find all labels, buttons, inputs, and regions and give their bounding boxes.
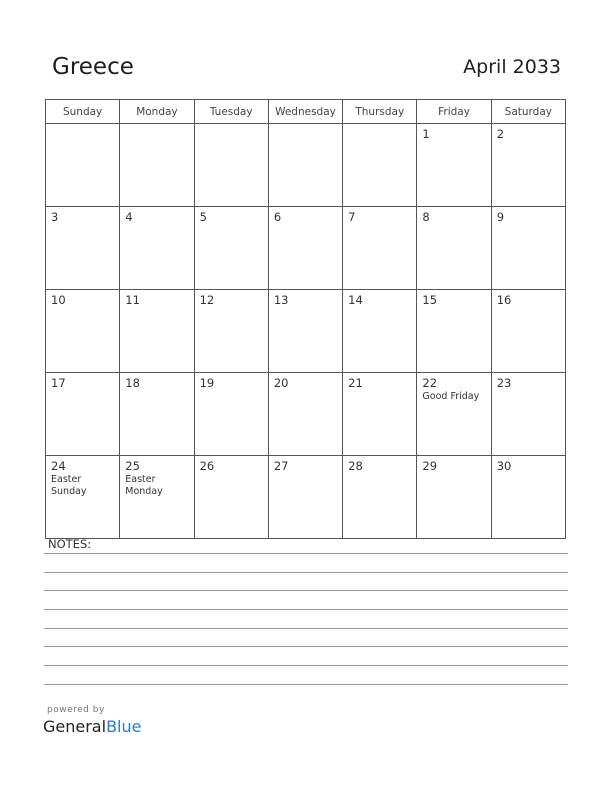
note-line — [44, 572, 568, 573]
week-row — [46, 290, 566, 373]
powered-by-text: powered by — [47, 705, 105, 715]
day-number: 10 — [51, 293, 66, 307]
day-cell — [417, 373, 491, 456]
day-cell — [46, 456, 120, 539]
week-row — [46, 456, 566, 539]
day-cell — [343, 124, 417, 207]
day-number: 4 — [125, 210, 133, 224]
day-cell — [46, 124, 120, 207]
day-number: 27 — [273, 459, 289, 473]
day-number: 9 — [496, 210, 505, 224]
day-number: 13 — [273, 293, 289, 307]
day-cell — [268, 124, 342, 207]
week-row — [46, 124, 566, 207]
day-cell — [268, 456, 342, 539]
month-title: April 2033 — [463, 56, 561, 78]
note-line — [44, 665, 568, 666]
day-number: 16 — [496, 293, 512, 307]
weekday-header: Tuesday — [194, 100, 268, 124]
day-cell — [417, 290, 491, 373]
weekday-header: Wednesday — [268, 100, 342, 124]
note-line — [44, 684, 568, 685]
day-number: 11 — [125, 293, 140, 307]
calendar-grid — [45, 99, 566, 539]
day-cell — [46, 373, 120, 456]
day-cell — [268, 290, 342, 373]
day-cell — [343, 456, 417, 539]
day-number: 21 — [348, 376, 363, 390]
day-cell — [417, 207, 491, 290]
note-line — [44, 609, 568, 610]
day-number: 23 — [496, 376, 512, 390]
note-line — [44, 628, 568, 629]
weekday-header: Monday — [120, 100, 194, 124]
day-cell — [268, 373, 342, 456]
day-cell — [194, 124, 268, 207]
day-cell — [491, 456, 565, 539]
weekday-header-row — [46, 100, 566, 124]
day-cell — [417, 124, 491, 207]
weekday-header: Saturday — [491, 100, 565, 124]
weekday-header: Friday — [417, 100, 491, 124]
week-row — [46, 207, 566, 290]
weekday-header: Sunday — [46, 100, 120, 124]
note-line — [44, 646, 568, 647]
weekday-header: Thursday — [343, 100, 417, 124]
day-number: 6 — [273, 210, 282, 224]
day-cell — [343, 373, 417, 456]
day-number: 19 — [199, 376, 215, 390]
day-cell — [491, 207, 565, 290]
day-number: 22 — [422, 376, 438, 390]
day-number: 12 — [199, 293, 215, 307]
day-number: 14 — [348, 293, 363, 307]
holiday-label: Easter Monday — [125, 474, 163, 497]
day-number: 5 — [199, 210, 207, 224]
day-cell — [491, 373, 565, 456]
week-row — [46, 373, 566, 456]
holiday-label: Easter Sunday — [51, 474, 87, 497]
day-cell — [491, 290, 565, 373]
holiday-label: Good Friday — [422, 391, 480, 402]
brand-blue: Blue — [106, 717, 142, 736]
day-number: 20 — [273, 376, 289, 390]
day-cell — [417, 456, 491, 539]
day-cell — [120, 456, 194, 539]
country-title: Greece — [52, 54, 134, 80]
day-cell — [194, 373, 268, 456]
day-cell — [343, 207, 417, 290]
day-number: 3 — [51, 210, 59, 224]
day-cell — [120, 290, 194, 373]
brand-logo[interactable] — [43, 717, 141, 736]
note-line — [44, 590, 568, 591]
notes-label: NOTES: — [48, 537, 92, 551]
day-number: 28 — [348, 459, 363, 473]
day-number: 25 — [125, 459, 140, 473]
day-cell — [46, 207, 120, 290]
brand-general: General — [43, 717, 107, 736]
day-number: 17 — [51, 376, 66, 390]
day-number: 24 — [51, 459, 66, 473]
day-cell — [120, 124, 194, 207]
day-number: 18 — [125, 376, 140, 390]
day-cell — [194, 207, 268, 290]
day-cell — [491, 124, 565, 207]
day-number: 26 — [199, 459, 215, 473]
day-cell — [268, 207, 342, 290]
day-cell — [343, 290, 417, 373]
day-number: 30 — [496, 459, 512, 473]
day-number: 2 — [496, 127, 505, 141]
day-cell — [194, 290, 268, 373]
day-number: 7 — [348, 210, 356, 224]
day-number: 15 — [422, 293, 438, 307]
note-line — [44, 553, 568, 554]
day-number: 29 — [422, 459, 438, 473]
day-cell — [120, 373, 194, 456]
day-cell — [46, 290, 120, 373]
day-cell — [120, 207, 194, 290]
day-number: 8 — [422, 210, 430, 224]
day-cell — [194, 456, 268, 539]
day-number: 1 — [422, 127, 430, 141]
